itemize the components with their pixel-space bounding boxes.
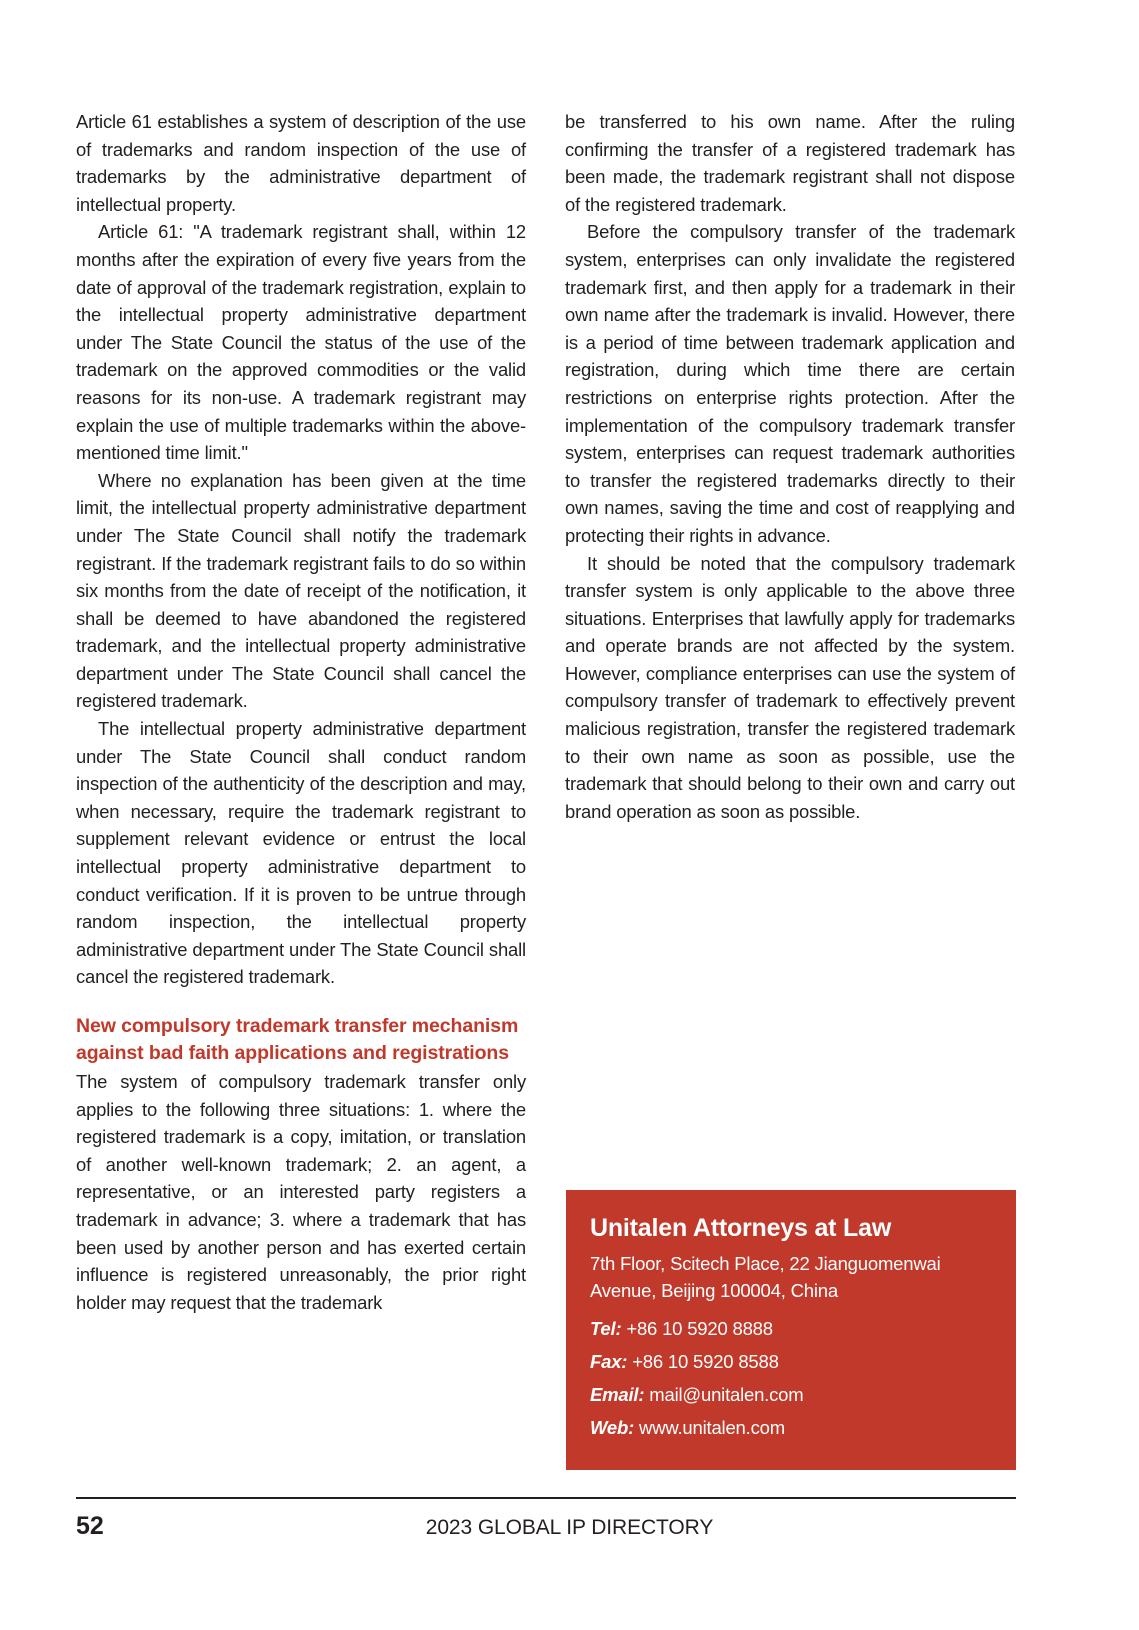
left-column	[76, 108, 526, 1316]
paragraph: Where no explanation has been given at the time limit, the intellectual property administrative department under The State Council shall notify the trademark registrant. If the trademark registrant fails to do so within six months from the date of receipt of the notification, it shall be deemed to have abandoned the registered trademark, and the intellectual property administrative department under The State Council shall cancel the registered trademark.	[76, 469, 526, 712]
email-value[interactable]: mail@unitalen.com	[649, 1384, 804, 1405]
section-heading: New compulsory trademark transfer mechanism against bad faith applications and registrations	[76, 1015, 519, 1064]
paragraph: Article 61 establishes a system of description of the use of trademarks and random inspection of the use of trademarks by the administrative department of intellectual property.	[76, 111, 526, 215]
paragraph: Article 61: "A trademark registrant shall, within 12 months after the expiration of every five years from the date of approval of the trademark registration, explain to the intellectual property administrative department under The State Council the status of the use of the trademark on the approved commodities or the valid reasons for its non-use. A trademark registrant may explain the use of multiple trademarks within the above-mentioned time limit."	[76, 221, 526, 464]
paragraph: Before the compulsory transfer of the trademark system, enterprises can only invalidate the registered trademark first, and then apply for a trademark in their own name after the trademark is invalid. However, there is a period of time between trademark application and registration, during which time there are certain restrictions on enterprise rights protection. After the implementation of the compulsory trademark transfer system, enterprises can request trademark authorities to transfer the registered trademarks directly to their own names, saving the time and cost of reapplying and protecting their rights in advance.	[565, 221, 1015, 546]
email-label: Email:	[590, 1384, 645, 1405]
paragraph: It should be noted that the compulsory trademark transfer system is only applicable to the above three situations. Enterprises that lawfully apply for trademarks and operate brands are not affected by the system. However, compliance enterprises can use the system of compulsory transfer of trademark to effectively prevent malicious registration, transfer the registered trademark to their own name as soon as possible, use the trademark that should belong to their own and carry out brand operation as soon as possible.	[565, 552, 1015, 822]
tel-label: Tel:	[590, 1318, 622, 1339]
paragraph: The system of compulsory trademark transfer only applies to the following three situations: 1. where the registered trademark is a copy, imitation, or translation of another well-known trademark; 2. an agent, a representative, or an interested party registers a trademark in advance; 3. where a trademark that has been used by another person and has exerted certain influence is registered unreasonably, the prior right holder may request that the trademark	[76, 1071, 526, 1313]
tel-value: +86 10 5920 8888	[626, 1318, 773, 1339]
firm-fax	[590, 1345, 992, 1378]
firm-website	[590, 1411, 992, 1444]
advertisement-box	[566, 1190, 1016, 1470]
web-value[interactable]: www.unitalen.com	[639, 1417, 785, 1438]
paragraph: The intellectual property administrative department under The State Council shall conduct random inspection of the authenticity of the description and may, when necessary, require the trademark registrant to supplement relevant evidence or entrust the local intellectual property administrative department to conduct verification. If it is proven to be untrue through random inspection, the intellectual property administrative department under The State Council shall cancel the registered trademark.	[76, 718, 526, 988]
article-columns	[76, 108, 1016, 1316]
web-label: Web:	[590, 1417, 635, 1438]
spacer	[76, 991, 526, 1013]
footer-publication-title: 2023 GLOBAL IP DIRECTORY	[425, 1516, 714, 1539]
paragraph: be transferred to his own name. After the ruling confirming the transfer of a registered trademark has been made, the trademark registrant shall not dispose of the registered trademark.	[565, 111, 1015, 215]
firm-telephone	[590, 1312, 992, 1345]
right-column	[565, 108, 1015, 1316]
firm-address: 7th Floor, Scitech Place, 22 Jianguomenwai Avenue, Beijing 100004, China	[590, 1253, 941, 1301]
page-number: 52	[76, 1512, 104, 1540]
fax-value: +86 10 5920 8588	[632, 1351, 779, 1372]
fax-label: Fax:	[590, 1351, 628, 1372]
footer-divider	[76, 1497, 1016, 1499]
firm-name: Unitalen Attorneys at Law	[590, 1214, 892, 1242]
firm-email	[590, 1378, 992, 1411]
